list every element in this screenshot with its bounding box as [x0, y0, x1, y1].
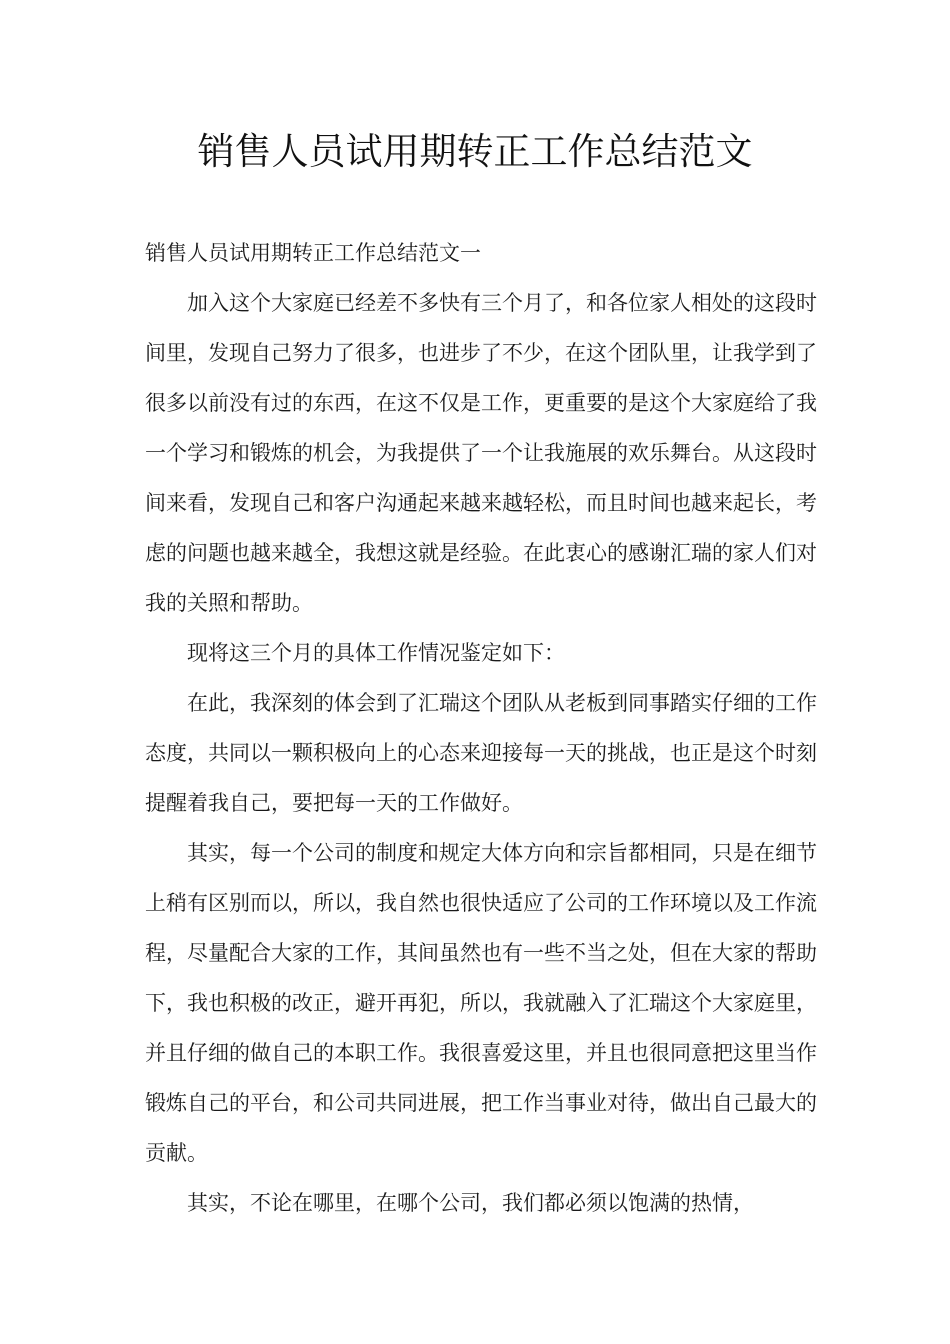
paragraph-4: 其实，每一个公司的制度和规定大体方向和宗旨都相同，只是在细节上稍有区别而以，所以，我自然也很快适应了公司的工作环境以及工作流程，尽量配合大家的工作，其间虽然也有一些不当之处，但在大家的帮助下，我也积极的改正，避开再犯，所以，我就融入了汇瑞这个大家庭里，并且仔细的做自己的本职工作。我很喜爱这里，并且也很同意把这里当作锻炼自己的平台，和公司共同进展，把工作当事业对待，做出自己最大的贡献。: [145, 841, 817, 1165]
paragraph-1: 加入这个大家庭已经差不多快有三个月了，和各位家人相处的这段时间里，发现自己努力了很多，也进步了不少，在这个团队里，让我学到了很多以前没有过的东西，在这不仅是工作，更重要的是这个大家庭给了我一个学习和锻炼的机会，为我提供了一个让我施展的欢乐舞台。从这段时间来看，发现自己和客户沟通起来越来越轻松，而且时间也越来起长，考虑的问题也越来越全，我想这就是经验。在此衷心的感谢汇瑞的家人们对我的关照和帮助。: [145, 291, 817, 615]
section-subtitle: 销售人员试用期转正工作总结范文一: [145, 241, 481, 265]
document-title: 销售人员试用期转正工作总结范文: [197, 130, 753, 173]
document-body: [145, 228, 817, 1228]
paragraph-5: 其实，不论在哪里，在哪个公司，我们都必须以饱满的热情，: [187, 1191, 754, 1215]
paragraph-2: 现将这三个月的具体工作情况鉴定如下：: [187, 641, 565, 665]
paragraph-3: 在此，我深刻的体会到了汇瑞这个团队从老板到同事踏实仔细的工作态度，共同以一颗积极向上的心态来迎接每一天的挑战，也正是这个时刻提醒着我自己，要把每一天的工作做好。: [145, 691, 817, 815]
